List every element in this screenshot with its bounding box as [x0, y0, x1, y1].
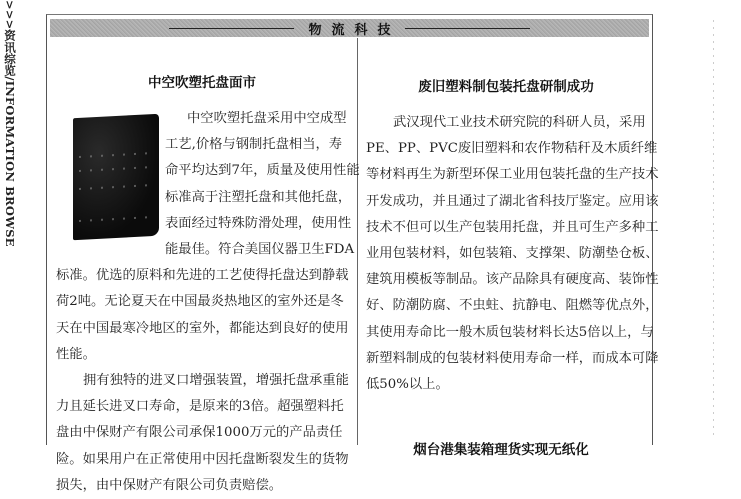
text-line: 能最佳。符合美国仪器卫生FDA [165, 242, 355, 258]
text-line: 荷2吨。无论夏天在中国最炎热地区的室外还是冬 [56, 294, 344, 310]
article-headline: 烟台港集装箱理货实现无纸化 [413, 442, 589, 459]
article-body [366, 110, 659, 398]
section-side-label: >>>资讯综览/INFORMATION BROWSE [3, 0, 17, 247]
text-line: 表面经过特殊防滑处理，使用性 [165, 215, 352, 231]
article-headline: 中空吹塑托盘面市 [148, 75, 256, 91]
text-line: 拥有独特的进叉口增强装置，增强托盘承重能 [83, 373, 349, 389]
text-line: 技术不但可以生产包装用托盘，并且可生产多种工 [366, 219, 659, 235]
text-line: 盘由中保财产有限公司承保1000万元的产品责任 [56, 425, 343, 441]
text-line: 力且延长进叉口寿命，是原来的3倍。超强塑料托 [56, 399, 344, 415]
text-line: 损失，由中保财产有限公司负责赔偿。 [56, 477, 283, 493]
text-line: 建筑用模板等制品。该产品除具有硬度高、装饰性 [366, 272, 659, 288]
text-line: 标准。优选的原料和先进的工艺使得托盘达到静载 [56, 268, 349, 284]
article-column-left [56, 38, 360, 499]
text-line: 低50%以上。 [366, 377, 449, 393]
text-line: 命平均达到7年，质量及使用性能 [165, 163, 360, 179]
text-line: 武汉现代工业技术研究院的科研人员，采用 [393, 115, 646, 130]
text-line: 其使用寿命比一般木质包装材料长达5倍以上，与 [366, 324, 654, 340]
pallet-photo [73, 114, 159, 241]
column-divider [357, 38, 358, 445]
page-frame [46, 14, 659, 493]
section-banner [50, 19, 649, 37]
text-line: 业用包装材料，如包装箱、支撑架、防潮垫仓板、 [366, 246, 659, 262]
article-headline: 废旧塑料制包装托盘研制成功 [418, 79, 594, 95]
text-line: 性能。 [56, 346, 96, 362]
text-line: 等材料再生为新型环保工业用包装托盘的生产技术 [366, 167, 659, 183]
banner-rule-left [169, 28, 294, 29]
page-edge-marks [713, 20, 714, 435]
text-line: 天在中国最寒冷地区的室外，都能达到良好的使用 [56, 320, 349, 336]
text-line: 工艺,价格与钢制托盘相当，寿 [165, 137, 343, 153]
banner-rule-right [405, 28, 530, 29]
text-line: 险。如果用户在正常使用中因托盘断裂发生的货物 [56, 451, 349, 467]
text-line: 标准高于注塑托盘和其他托盘， [165, 189, 352, 205]
section-title: 物流科技 [308, 22, 401, 38]
text-line: PE、PP、PVC废旧塑料和农作物秸秆及木质纤维 [366, 141, 658, 157]
text-line: 好、防潮防腐、不虫蛀、抗静电、阻燃等优点外， [366, 298, 659, 314]
text-line: 开发成功，并且通过了湖北省科技厅鉴定。应用该 [366, 193, 659, 209]
article-column-right [366, 38, 659, 459]
text-line: 新塑料制成的包装材料使用寿命一样，而成本可降 [366, 350, 659, 366]
text-line: 中空吹塑托盘采用中空成型 [187, 111, 347, 126]
